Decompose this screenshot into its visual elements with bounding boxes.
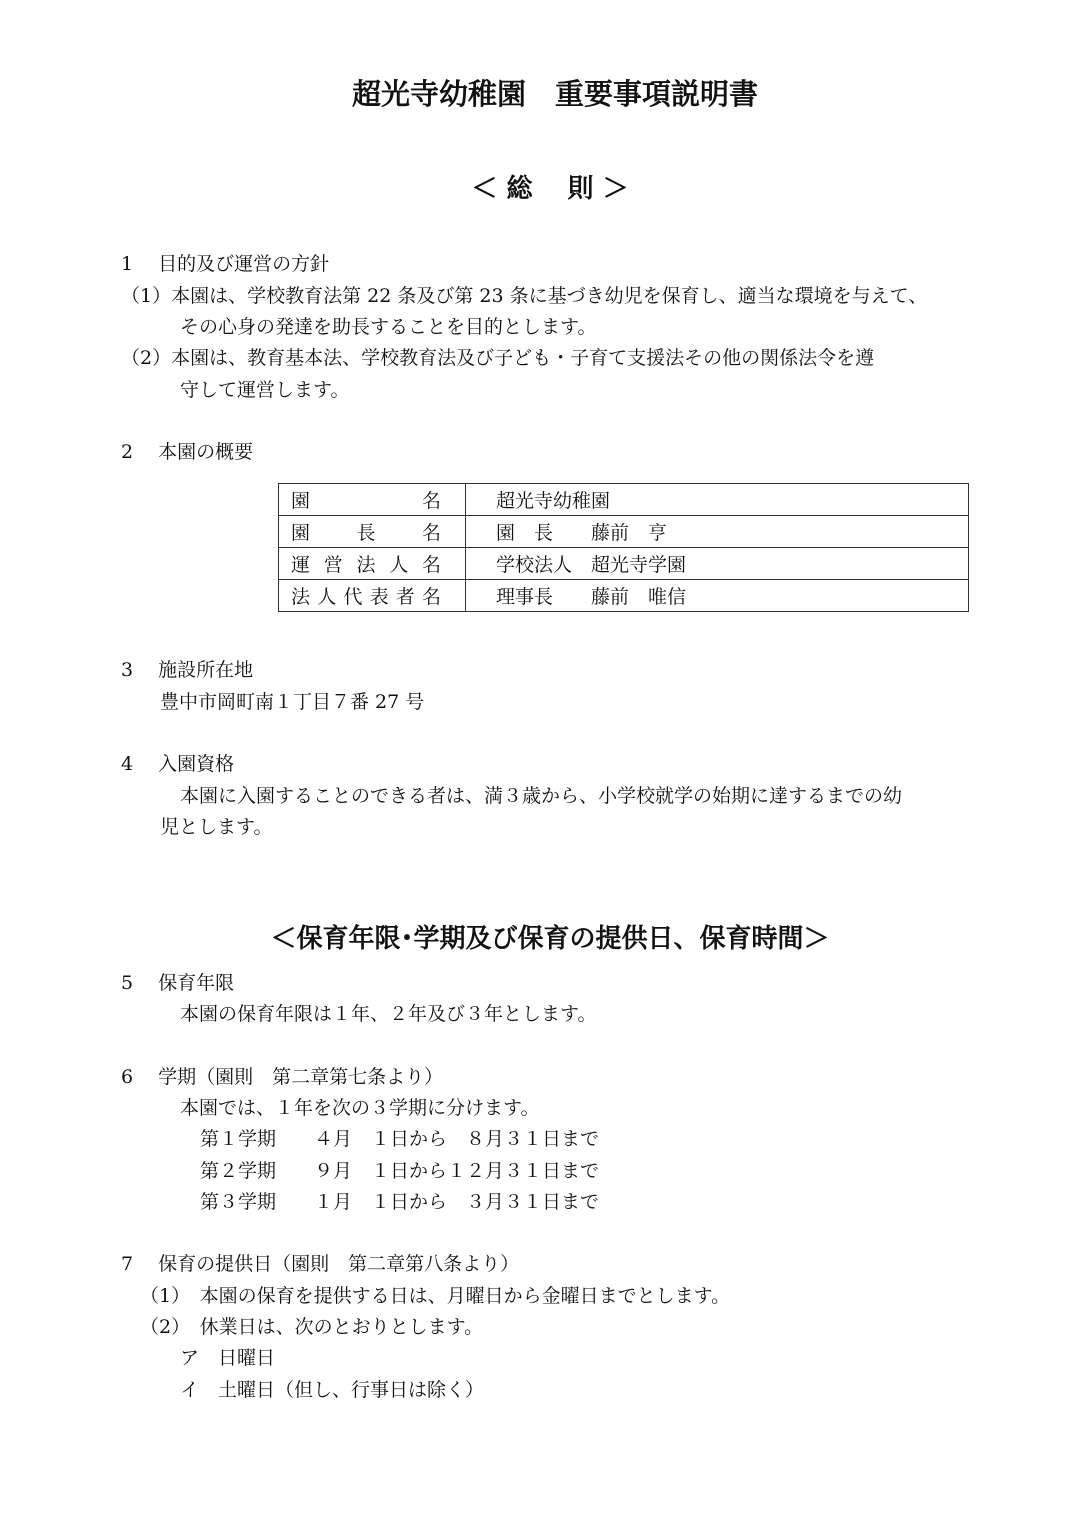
overview-key-char: 園: [291, 490, 311, 512]
overview-key-char: 運: [291, 554, 311, 576]
s1-p2-line2: 守して運営します。: [180, 379, 350, 401]
document-title: 超光寺幼稚園 重要事項説明書: [351, 77, 758, 111]
overview-table: [278, 483, 969, 612]
overview-key-char: 名: [421, 522, 441, 544]
s2-heading: 2 本園の概要: [121, 441, 254, 463]
overview-key: [279, 580, 466, 612]
overview-row: [279, 580, 969, 612]
s6-heading: 6 学期（園則 第二章第七条より）: [121, 1066, 444, 1088]
s6-intro: 本園では、１年を次の３学期に分けます。: [180, 1097, 540, 1119]
overview-key-char: 人: [389, 554, 409, 576]
s4-line2: 児とします。: [160, 816, 273, 838]
s7-item2: （2） 休業日は、次のとおりとします。: [140, 1316, 484, 1338]
overview-row: [279, 516, 969, 548]
s1-p1-line2: その心身の発達を助長することを目的とします。: [180, 316, 597, 338]
overview-key-char: 名: [421, 586, 441, 608]
s7-sub-a: ア 日曜日: [180, 1347, 276, 1369]
section-heading-general: ＜ 総 則 ＞: [471, 174, 629, 204]
s7-sub-i: イ 土曜日（但し、行事日は除く）: [180, 1379, 485, 1401]
overview-key-text: [291, 518, 441, 545]
overview-key-char: 法: [291, 586, 311, 608]
overview-key-char: 園: [291, 522, 311, 544]
overview-key-text: [291, 486, 441, 513]
overview-row: [279, 484, 969, 516]
s5-heading: 5 保育年限: [121, 972, 235, 994]
overview-key-text: [291, 582, 441, 609]
overview-value: 理事長 藤前 唯信: [466, 580, 969, 612]
overview-key-char: 者: [395, 586, 415, 608]
s1-p1-line1: （1）本園は、学校教育法第 22 条及び第 23 条に基づき幼児を保育し、適当な環境を与えて、: [121, 285, 928, 307]
section-heading-term: ＜保育年限･学期及び保育の提供日、保育時間＞: [270, 924, 830, 954]
overview-key: [279, 516, 466, 548]
overview-key-text: [291, 550, 441, 577]
s7-heading: 7 保育の提供日（園則 第二章第八条より）: [121, 1253, 520, 1275]
overview-key-char: 人: [317, 586, 337, 608]
overview-key: [279, 484, 466, 516]
s4-heading: 4 入園資格: [121, 753, 235, 775]
s1-p2-line1: （2）本園は、教育基本法、学校教育法及び子ども・子育て支援法その他の関係法令を遵: [121, 347, 875, 369]
s7-item1: （1） 本園の保育を提供する日は、月曜日から金曜日までとします。: [140, 1285, 731, 1307]
overview-key-char: 長: [356, 522, 376, 544]
overview-value: 園 長 藤前 亨: [466, 516, 969, 548]
overview-key-char: 法: [356, 554, 376, 576]
facility-address: 豊中市岡町南１丁目７番 27 号: [160, 691, 425, 713]
overview-key-char: 名: [421, 554, 441, 576]
s3-heading: 3 施設所在地: [121, 659, 254, 681]
overview-key-char: 名: [421, 490, 441, 512]
overview-row: [279, 548, 969, 580]
term-row: 第１学期 ４月 １日から ８月３１日まで: [200, 1128, 600, 1150]
s4-line1: 本園に入園することのできる者は、満３歳から、小学校就学の始期に達するまでの幼: [180, 785, 903, 807]
term-row: 第３学期 １月 １日から ３月３１日まで: [200, 1191, 600, 1213]
overview-key-char: 代: [343, 586, 363, 608]
overview-value: 超光寺幼稚園: [466, 484, 969, 516]
s5-line1: 本園の保育年限は１年、２年及び３年とします。: [180, 1003, 597, 1025]
overview-key-char: 営: [323, 554, 343, 576]
term-row: 第２学期 ９月 １日から１２月３１日まで: [200, 1160, 600, 1182]
overview-key: [279, 548, 466, 580]
overview-key-char: 表: [369, 586, 389, 608]
s1-heading: 1 目的及び運営の方針: [121, 253, 330, 275]
overview-value: 学校法人 超光寺学園: [466, 548, 969, 580]
